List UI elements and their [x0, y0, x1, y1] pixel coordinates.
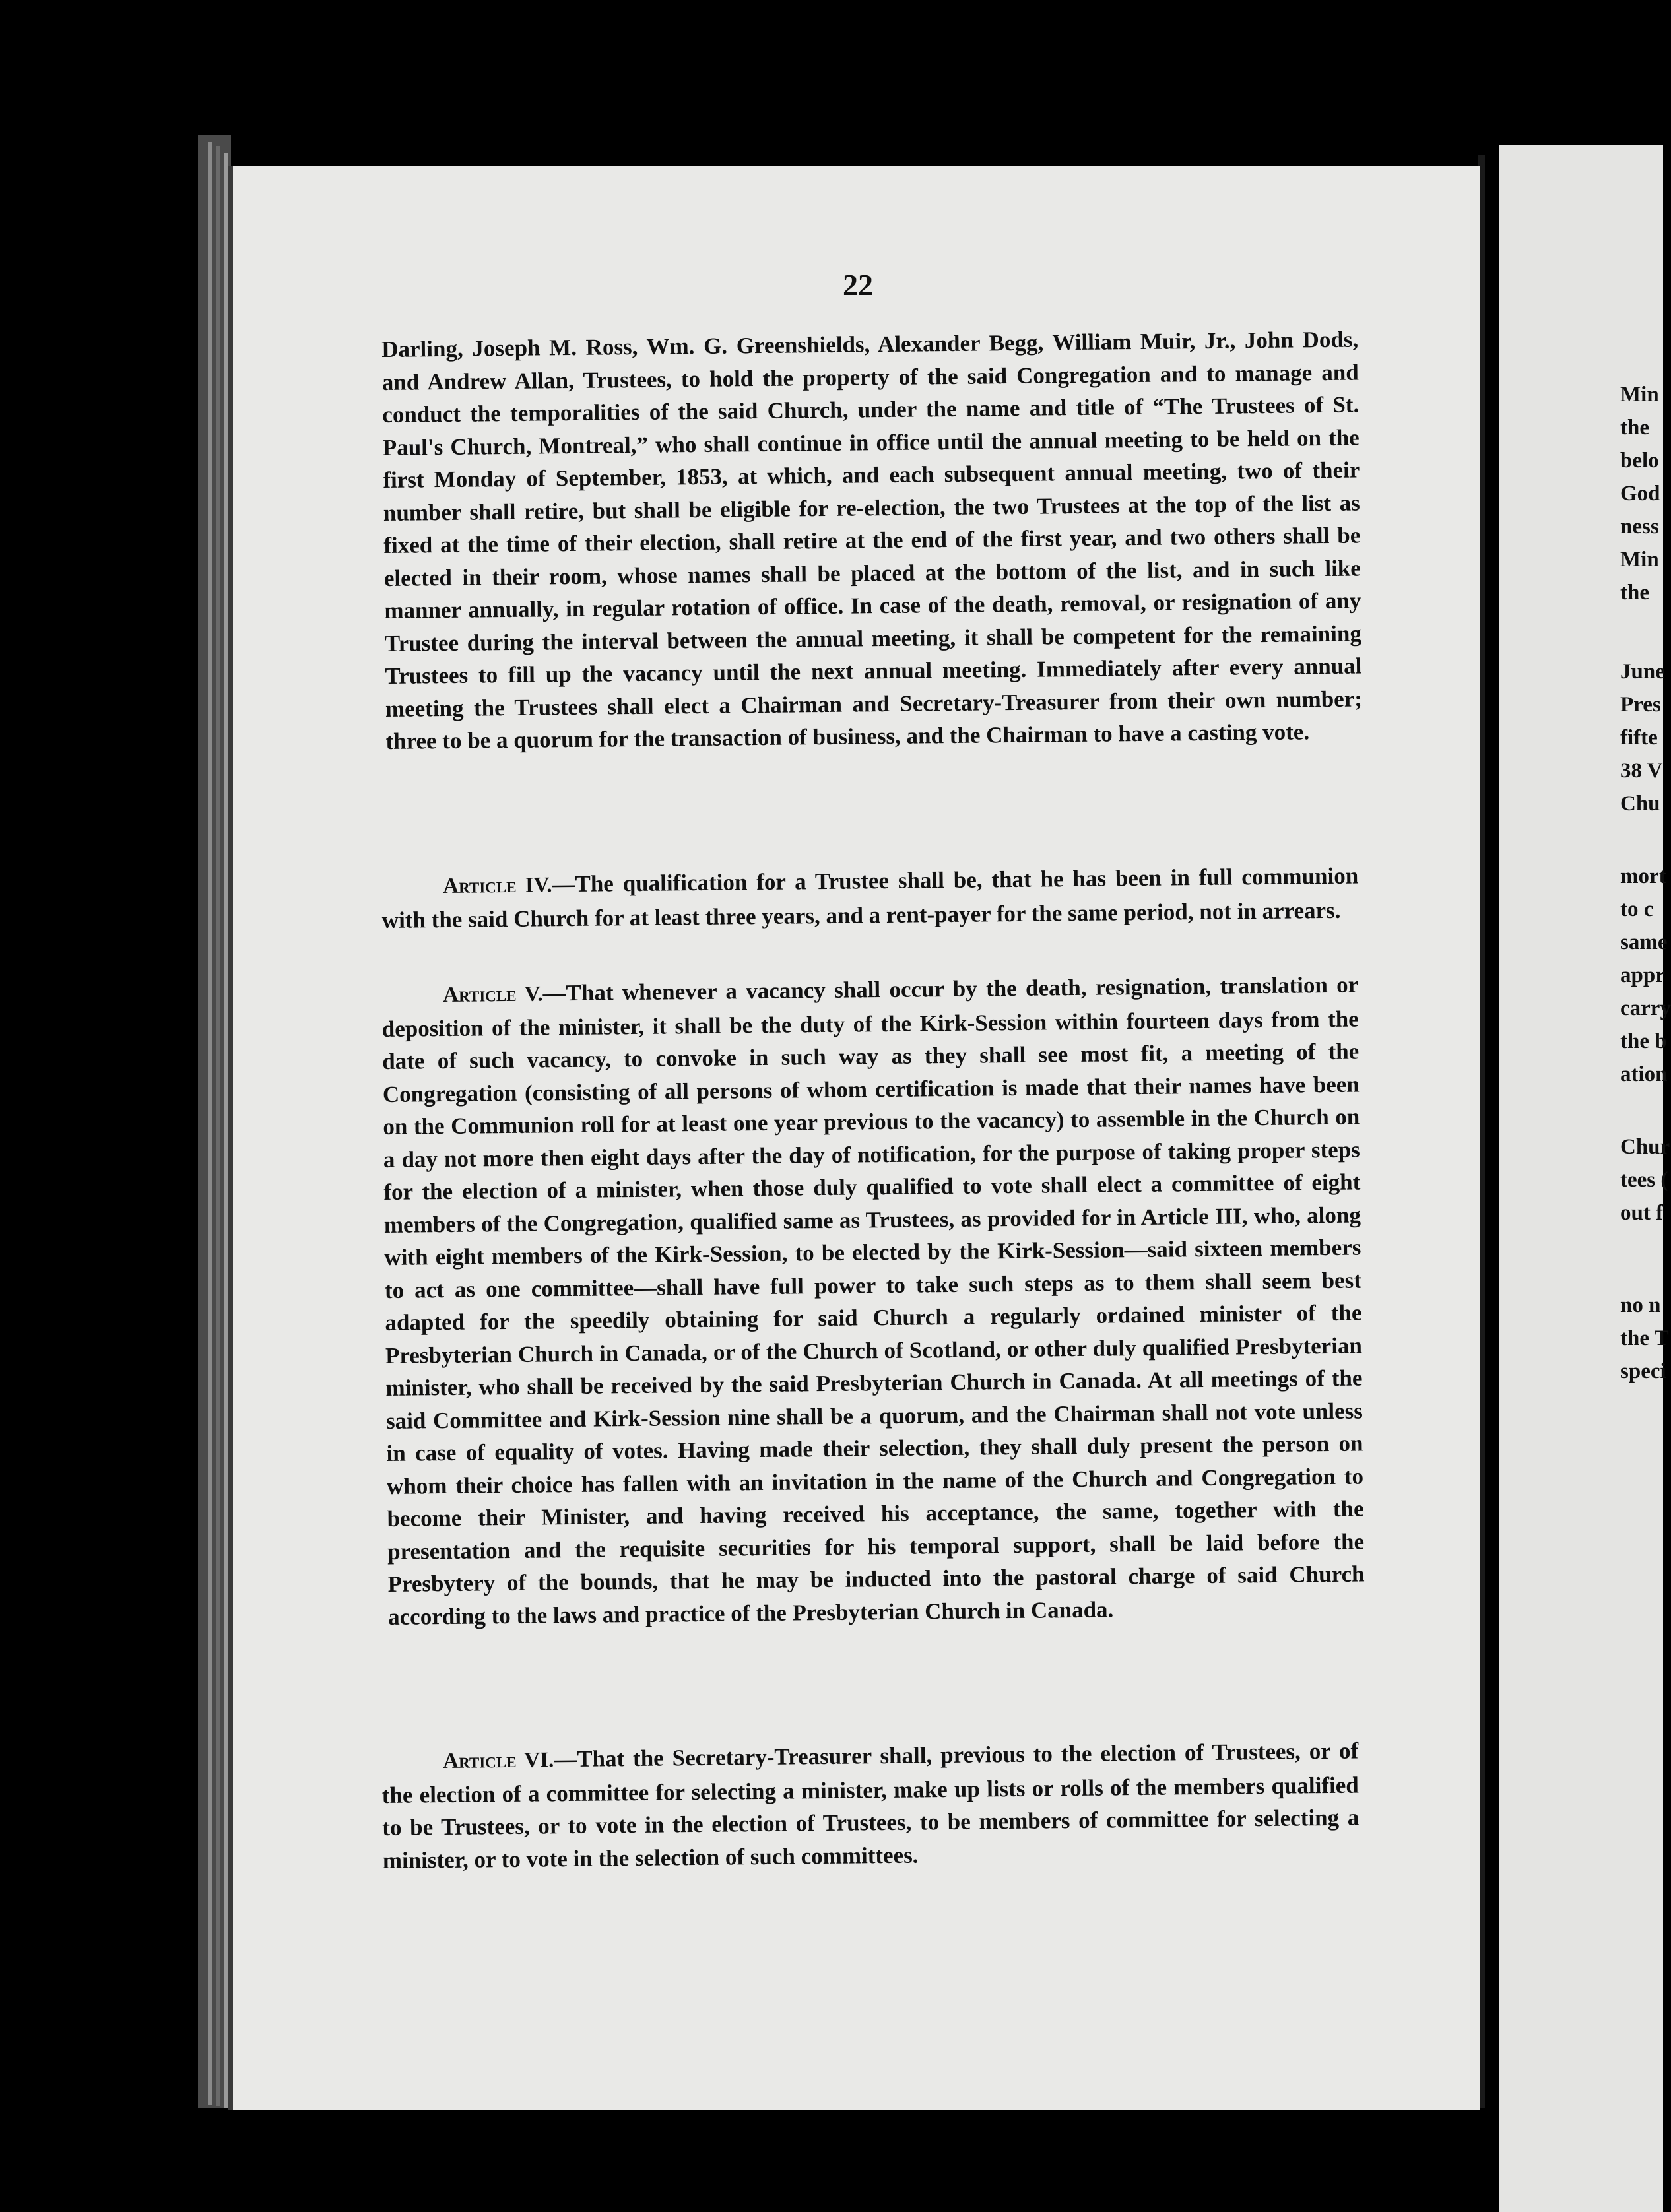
adjacent-page-fragment: the [1620, 416, 1649, 439]
adjacent-page-fragment: the T [1620, 1326, 1669, 1350]
article-label: Article VI. [443, 1748, 554, 1774]
adjacent-page-fragment: ation [1620, 1062, 1668, 1086]
adjacent-page-fragment: speci [1620, 1359, 1666, 1383]
adjacent-page-fragment: to c [1620, 897, 1654, 921]
page-edge-line [208, 142, 212, 2105]
adjacent-page-fragment: belo [1620, 449, 1659, 472]
paragraph-trustees-continued [381, 323, 1363, 758]
paragraph-article-vi [381, 1735, 1360, 1877]
adjacent-page-fragment: God [1620, 482, 1660, 505]
adjacent-page-fragment: carry [1620, 996, 1671, 1020]
adjacent-page-fragment: appr [1620, 963, 1665, 987]
adjacent-page-fragment: Min [1620, 383, 1659, 407]
adjacent-page-fragment: fifte [1620, 726, 1658, 750]
adjacent-page-fragment: June [1620, 660, 1665, 684]
adjacent-page-fragment: 38 V [1620, 759, 1663, 783]
paragraph-text: —The qualification for a Trustee shall be, that he has been in full communion with the said Church for at least three years, and a rent-payer for the same period, not in arrears. [381, 862, 1359, 933]
adjacent-page-fragment: Chu [1620, 792, 1660, 816]
adjacent-page-fragment: Pres [1620, 693, 1661, 717]
paragraph-article-v [381, 969, 1365, 1633]
adjacent-page-fragment: the [1620, 581, 1649, 604]
page-number: 22 [843, 268, 873, 302]
paragraph-text: —That whenever a vacancy shall occur by the death, resignation, translation or deposition of the minister, it shall be the duty of the Kirk-Session within fourteen days from the date of such vacancy, to convoke in such way as they shall see most fit, a meeting of the Congregation (consisting of all persons of whom certification is made that their names have been on the Communion roll for at least one year previous to the vacancy) to assemble in the Church on a day not more then eight days after the day of notification, for the purpose of taking proper steps for the election of a minister, when those duly qualified to vote shall elect a committee of eight members of the Congregation, qualified same as Trustees, as provided for in Article III, who, along with eight members of the Kirk-Session, to be elected by the Kirk-Session—said sixteen members to act as one committee—shall have full power to take such steps as to them shall seem best adapted for the speedily obtaining for said Church a regularly ordained minister of the Presbyterian Church in Canada, or of the Church of Scotland, or other duly qualified Presbyterian minister, who shall be received by the said Presbyterian Church in Canada. At all meetings of the said Committee and Kirk-Session nine shall be a quorum, and the Chairman shall not vote unless in case of equality of votes. Having made their selection, they shall duly present the person on whom their choice has fallen with an invitation in the name of the Church and Congregation to become their Minister, and having received his acceptance, the same, together with the presentation and the requisite securities for his temporal support, shall be laid before the Presbytery of the bounds, that he may be inducted into the pastoral charge of said Church according to the laws and practice of the Presbyterian Church in Canada. [381, 971, 1365, 1630]
adjacent-page-fragment: no n [1620, 1293, 1661, 1317]
paragraph-article-iv [381, 860, 1359, 936]
adjacent-page-fragment: Chur [1620, 1135, 1670, 1159]
adjacent-page-fragment: Min [1620, 548, 1659, 571]
adjacent-page-fragment: tees ( [1620, 1168, 1668, 1192]
paragraph-text: —That the Secretary-Treasurer shall, previous to the election of Trustees, or of the election of a committee for selecting a minister, make up lists or rolls of the members qualified to be Trustees, or to vote in the election of Trustees, to be members of committee for selecting a minister, or to vote in the selection of such committees. [381, 1738, 1360, 1873]
article-label: Article V. [443, 982, 543, 1008]
adjacent-page-fragment: the b [1620, 1029, 1667, 1053]
adjacent-page-fragment: ness [1620, 515, 1659, 538]
adjacent-page-fragment: out f [1620, 1201, 1664, 1225]
adjacent-page-fragment: mort [1620, 864, 1666, 888]
article-label: Article IV. [443, 873, 552, 899]
paragraph-text: Darling, Joseph M. Ross, Wm. G. Greenshields, Alexander Begg, William Muir, Jr., John Dods, and Andrew Allan, Trustees, to hold the property of the said Congregation and to manage and conduct the temporalities of the said Church, under the name and title of “The Trustees of St. Paul's Church, Montreal,” who shall continue in office until the annual meeting to be held on the first Monday of September, 1853, at which, and each subsequent annual meeting, two of their number shall retire, but shall be eligible for re-election, the two Trustees at the top of the list as fixed at the time of their election, shall retire at the end of the first year, and two others shall be elected in their room, whose names shall be placed at the bottom of the list, and in such like manner annually, in regular rotation of office. In case of the death, removal, or resignation of any Trustee during the interval between the annual meeting, it shall be competent for the remaining Trustees to fill up the vacancy until the next annual meeting. Immediately after every annual meeting the Trustees shall elect a Chairman and Secretary-Treasurer from their own number; three to be a quorum for the transaction of business, and the Chairman to have a casting vote. [381, 326, 1363, 754]
page-edge-line [216, 146, 220, 2106]
adjacent-page-fragment: same [1620, 930, 1668, 954]
